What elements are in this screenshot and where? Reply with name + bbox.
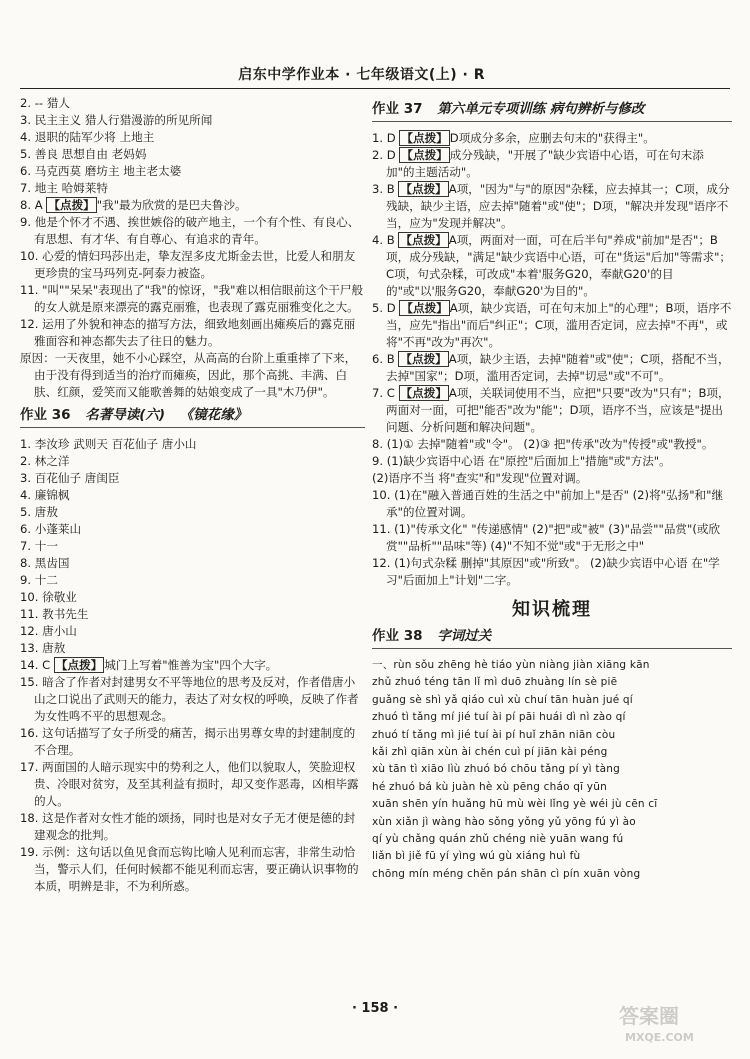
- answer-line: 9. 他是个怀才不遇、挨世嫉俗的破产地主，一个有个性、有良心、有思想、有才华、有自尊心、有追求的青年。: [20, 215, 360, 246]
- section-36-label: 作业 36: [20, 407, 71, 423]
- answer-line: 1. D 【点拨】 D项成分多余，应删去句末的"获得主"。: [372, 131, 655, 145]
- pinyin-line: 一、rùn sǒu zhēng hè tiáo yùn niàng jiàn xiāng kān: [372, 659, 650, 671]
- answer-line: 16. 这句话描写了女子所受的痛苦，揭示出男尊女卑的封建制度的不合理。: [20, 726, 356, 757]
- page-number: · 158 ·: [351, 1001, 399, 1016]
- pinyin-line: qí yù chǎng quán zhǔ chéng niè yuān wang fú: [372, 833, 624, 846]
- hint-marker: 【点拨】: [400, 182, 447, 196]
- pinyin-line: zhuó tì tǎng mí jié tuí ài pí pāi huái dì nì zào qí: [372, 711, 626, 724]
- pinyin-line: xuān shēn yín huǎng hū mù wèi lǐng yè wéi jù cēn cī: [372, 798, 658, 811]
- section-38-title: 字词过关: [437, 628, 492, 644]
- answer-line: 12. 运用了外貌和神态的描写方法，细致地刻画出瘫痪后的露克丽雅面容和神态都失去了往日的魅力。: [20, 317, 356, 348]
- answer-line: 5. 唐敖: [20, 505, 58, 519]
- answer-line: 11. (1)"传承文化" "传递感情" (2)"把"或"被" (3)"品尝""品赏"(或欣赏""品析""品味"等) (4)"不知不觉"或"于无形之中": [372, 522, 721, 553]
- answer-line: 2. D 【点拨】 成分残缺，"开展了"缺少宾语中心语，可在句末添加"的主题活动"。: [372, 148, 704, 179]
- answer-line: 8. 黑齿国: [20, 556, 70, 570]
- hint-marker: 【点拨】: [401, 131, 448, 145]
- answer-line: 10. 心爱的情妇玛莎出走，挚友涅多皮尤斯金去世，比爱人和朋友更珍贵的宝马玛列克-阿泰力被盗。: [20, 249, 356, 280]
- answer-line: 18. 这是作者对女性才能的颂扬，同时也是对女子无才便是德的封建观念的批判。: [20, 811, 356, 842]
- watermark-text: 答案圈: [619, 1004, 679, 1028]
- section-36-book: 《镜花缘》: [179, 407, 248, 423]
- answer-line: 10. (1)在"融入普通百姓的生活之中"前加上"是否" (2)将"弘扬"和"继承"的位置对调。: [372, 488, 724, 519]
- answer-line: 11. 教书先生: [20, 607, 89, 621]
- answer-line: 2. 林之洋: [20, 454, 70, 468]
- answer-line: 5. 善良 思想自由 老妈妈: [20, 147, 147, 161]
- answer-line: 12. (1)句式杂糅 删掉"其原因"或"所致"。 (2)缺少宾语中心语 在"学习"后面加上"计划"二字。: [372, 556, 720, 587]
- right-column: [372, 95, 732, 883]
- hint-marker: 【点拨】: [401, 148, 448, 162]
- answer-line: 1. 李汝珍 武则天 百花仙子 唐小山: [20, 437, 197, 451]
- pinyin-line: xù tān tì xiāo lìù zhuó bó chōu tǎng pí yì tàng: [372, 763, 620, 776]
- section-38-label: 作业 38: [372, 628, 423, 644]
- pinyin-line: zhuó tí tǎng mì jié tuí ài pí huǐ zhān niān còu: [372, 728, 616, 741]
- answer-line: 7. 地主 哈姆莱特: [20, 181, 108, 195]
- pinyin-line: chōng mín méng chěn pán shān cì pín xuān vòng: [372, 867, 641, 880]
- section-37-answers: [372, 130, 732, 589]
- hint-marker: 【点拨】: [55, 658, 103, 672]
- left-column: [20, 95, 365, 895]
- section-36-heading: [20, 407, 365, 428]
- answer-line: 4. B 【点拨】 A项，两面对一面，可在后半句"养成"前加"是否"；B项，成分残缺，"满足"缺少宾语中心语，可在"货运"后加"等需求"；C项，句式杂糅，可改成"本着'服务G20，奉献G20'的目的"或"以'服务G20，奉献G20'为目的"。: [372, 233, 732, 298]
- hint-marker: 【点拨】: [400, 352, 447, 366]
- pinyin-line: xùn xiǎn jì wàng hào sǒng yǒng yǔ yōng fú yì ào: [372, 815, 636, 828]
- answer-line: 6. 马克西莫 磨坊主 地主老太婆: [20, 164, 182, 178]
- section-36-answers: [20, 436, 365, 895]
- hint-marker: 【点拨】: [48, 198, 95, 212]
- answer-line: 3. 民主主义 猎人行猎漫游的所见所闻: [20, 113, 213, 127]
- answer-line: 13. 唐敖: [20, 641, 66, 655]
- hint-marker: 【点拨】: [400, 386, 447, 400]
- answer-line: 14. C 【点拨】 城门上写着"惟善为宝"四个大字。: [20, 658, 278, 672]
- section-37-label: 作业 37: [372, 101, 423, 117]
- watermark-logo: [615, 997, 730, 1045]
- answer-line: 6. 小蓬莱山: [20, 522, 82, 536]
- hint-marker: 【点拨】: [401, 301, 448, 315]
- answer-line: 15. 暗含了作者对封建男女不平等地位的思考及反对，作者借唐小山之口说出了武则天的能力，表达了对女权的呼唤，反映了作者为女性鸣不平的思想观念。: [20, 675, 359, 723]
- left-answers: [20, 95, 365, 401]
- answer-line: 7. C 【点拨】 A项，关联词使用不当，应把"只要"改为"只有"；B项，两面对一面，可把"能否"改为"能"；D项，语序不当，应该是"提出问题、分析问题和解决问题"。: [372, 386, 730, 434]
- answer-line: 3. 百花仙子 唐闺臣: [20, 471, 120, 485]
- knowledge-title: 知识梳理: [512, 599, 592, 620]
- watermark-sub: MXQE.COM: [625, 1031, 694, 1044]
- answer-line: 8. (1)① 去掉"随着"或"令"。 (2)③ 把"传承"改为"传授"或"教授"。: [372, 437, 714, 451]
- answer-line: 17. 两面国的人暗示现实中的势利之人，他们以貌取人，笑脸迎权贵、冷眼对贫穷，及至其利益有损时，却又变作恶毒，凶相毕露的人。: [20, 760, 359, 808]
- header-rule: [20, 88, 730, 89]
- answer-line: 12. 唐小山: [20, 624, 77, 638]
- pinyin-line: guǎng sè shì yǎ qiáo cuì xù chuí tān huàn jué qí: [372, 693, 633, 706]
- answer-line: (2)语序不当 将"查实"和"发现"位置对调。: [372, 471, 588, 485]
- answer-line: 4. 廉锦枫: [20, 488, 70, 502]
- pinyin-answers: [372, 657, 732, 883]
- answer-line: 7. 十一: [20, 539, 58, 553]
- hint-marker: 【点拨】: [400, 233, 447, 247]
- pinyin-line: hé zhuó bá kù juàn hè xù pēng cháo qī yūn: [372, 780, 607, 793]
- answer-line: 6. B 【点拨】 A项，缺少主语，去掉"随着"或"使"；C项，搭配不当，去掉"国家"；D项，滥用否定词，去掉"切忌"或"不可"。: [372, 352, 730, 383]
- answer-line: 2. -- 猎人: [20, 96, 70, 110]
- header-title: 启东中学作业本 · 七年级语文(上) · R: [238, 67, 485, 83]
- answer-line: 4. 退职的陆军少将 上地主: [20, 130, 155, 144]
- answer-line: 8. A 【点拨】 "我"最为欣赏的是巴夫鲁沙。: [20, 198, 247, 212]
- answer-line: 10. 徐敬业: [20, 590, 77, 604]
- answer-line: 19. 示例：这句话以鱼见食而忘钩比喻人见利而忘害，非常生动恰当，警示人们，任何时候都不能见利而忘害，要正确认识事物的本质，明辨是非，不为利所惑。: [20, 845, 359, 893]
- pinyin-line: kǎi zhì qiān xùn ài chén cuì pí jiān kài péng: [372, 746, 608, 759]
- answer-line: 3. B 【点拨】 A项，"因为"与"的原因"杂糅，应去掉其一；C项，成分残缺，缺少主语，应去掉"随着"或"使"；D项，"解决并发现"语序不当，应为"发现并解决"。: [372, 182, 730, 230]
- pinyin-line: zhǔ zhuó téng tān lǐ mì duō zhuàng lín sè piē: [372, 676, 618, 689]
- section-36-title: 名著导读(六): [85, 407, 166, 423]
- answer-line: 9. 十二: [20, 573, 58, 587]
- answer-line: 5. D 【点拨】 A项，缺少宾语，可在句末加上"的心理"；B项，语序不当，应先"指出"而后"纠正"；C项，滥用否定词，应去掉"不再"，或将"不再"改为"再次"。: [372, 301, 732, 349]
- answer-line: 原因：一天夜里，她不小心踩空，从高高的台阶上重重摔了下来，由于没有得到适当的治疗而瘫痪，因此，那个高挑、丰满、白肤、红颜，爱笑而又能歌善舞的姑娘变成了一具"木乃伊"。: [20, 351, 357, 399]
- answer-line: 11. "叫""呆呆"表现出了"我"的惊讶，"我"难以相信眼前这个干尸般的女人就是原来漂亮的露克丽雅，也表现了露克丽雅变化之大。: [20, 283, 364, 314]
- pinyin-line: liǎn bì jiě fū yí yìng wú gù xiáng huì fù: [372, 850, 581, 863]
- section-37-title: 第六单元专项训练 病句辨析与修改: [437, 101, 645, 117]
- section-38-heading: [372, 628, 732, 649]
- answer-line: 9. (1)缺少宾语中心语 在"原控"后面加上"措施"或"方法"。: [372, 454, 671, 468]
- section-37-heading: [372, 101, 732, 122]
